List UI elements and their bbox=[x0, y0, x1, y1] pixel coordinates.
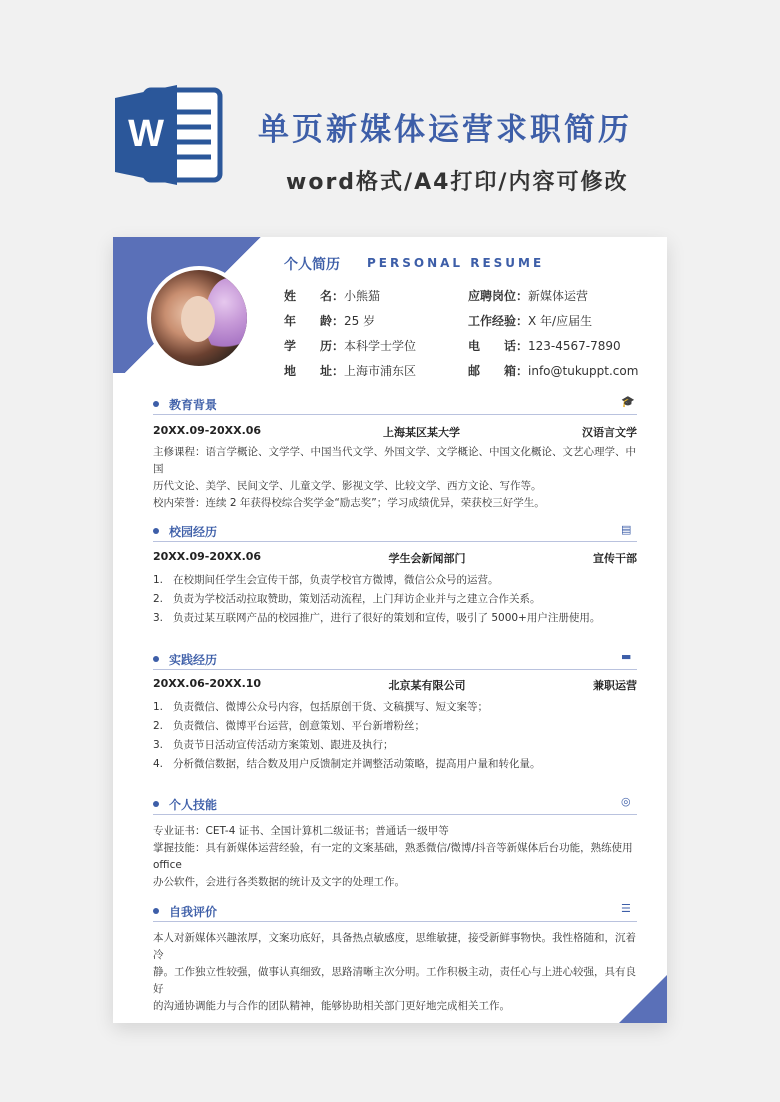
info-experience: 工作经验：X 年/应届生 bbox=[468, 314, 593, 328]
word-icon bbox=[115, 80, 225, 190]
award-icon: ◎ bbox=[621, 795, 631, 808]
section-divider bbox=[153, 814, 637, 815]
list-item: 4. 分析微信数据，结合数及用户反馈制定并调整活动策略，提高用户量和转化量。 bbox=[153, 758, 541, 770]
portrait-face bbox=[181, 296, 215, 342]
section-title-skills: 个人技能 bbox=[169, 798, 218, 812]
list-item: 1. 在校期间任学生会宣传干部，负责学校官方微博，微信公众号的运营。 bbox=[153, 574, 499, 586]
page-title: 单页新媒体运营求职简历 bbox=[258, 112, 632, 148]
section-dot bbox=[153, 528, 159, 534]
info-email[interactable]: 邮 箱：info@tukuppt.com bbox=[468, 364, 639, 378]
resume-title-en: PERSONAL RESUME bbox=[367, 256, 545, 270]
education-text: 主修课程：语言学概论、文学学、中国当代文学、外国文学、文学概论、中国文化概论、文艺心理学、中国 历代文论、美学、民间文学、儿童文学、影视文学、比较文学、西方文论、写作等。 校内荣誉：连续 2 年获得校综合奖学金“励志奖”；学习成绩优异，荣获校三好学生。 bbox=[153, 446, 636, 509]
list-icon: ☰ bbox=[621, 902, 631, 915]
education-header-row: 20XX.09-20XX.06 上海某区某大学 汉语言文学 bbox=[153, 424, 637, 439]
section-divider bbox=[153, 541, 637, 542]
list-item: 3. 负责节日活动宣传活动方案策划、跟进及执行； bbox=[153, 739, 394, 751]
section-title-practice: 实践经历 bbox=[169, 653, 218, 667]
practice-header-row: 20XX.06-20XX.10 北京某有限公司 兼职运营 bbox=[153, 677, 637, 692]
section-dot bbox=[153, 656, 159, 662]
self-eval-text: 本人对新媒体兴趣浓厚，文案功底好，具备热点敏感度，思维敏捷，接受新鲜事物快。我性格随和，沉着冷 静。工作独立性较强，做事认真细致，思路清晰主次分明。工作积极主动，责任心与上进心较强，具有良好 的沟通协调能力与合作的团队精神，能够协助相关部门更好地完成相关工作。 bbox=[153, 932, 636, 1012]
resume-paper bbox=[113, 237, 667, 1023]
resume-title-cn: 个人简历 bbox=[284, 257, 340, 273]
list-item: 2. 负责微信、微博平台运营，创意策划、平台新增粉丝； bbox=[153, 720, 425, 732]
section-divider bbox=[153, 669, 637, 670]
section-divider bbox=[153, 414, 637, 415]
section-dot bbox=[153, 908, 159, 914]
profile-photo bbox=[147, 266, 251, 370]
svg-text:W: W bbox=[128, 113, 164, 155]
info-degree: 学 历：本科学士学位 bbox=[284, 339, 417, 353]
page-subtitle: word格式/A4打印/内容可修改 bbox=[286, 170, 629, 195]
info-phone: 电 话：123-4567-7890 bbox=[468, 339, 621, 353]
skills-text: 专业证书：CET-4 证书、全国计算机二级证书；普通话一级甲等 掌握技能：具有新媒体运营经验，有一定的文案基础，熟悉微信/微博/抖音等新媒体后台功能，熟练使用 office 办公软件，会进行各类数据的统计及文字的处理工作。 bbox=[153, 825, 633, 888]
info-address: 地 址：上海市浦东区 bbox=[284, 364, 417, 378]
page-header bbox=[0, 0, 780, 225]
section-divider bbox=[153, 921, 637, 922]
section-title-campus: 校园经历 bbox=[169, 525, 218, 539]
section-dot bbox=[153, 401, 159, 407]
section-title-self-eval: 自我评价 bbox=[169, 905, 218, 919]
list-item: 1. 负责微信、微博公众号内容，包括原创干货、文稿撰写、短文案等； bbox=[153, 701, 488, 713]
campus-header-row: 20XX.09-20XX.06 学生会新闻部门 宣传干部 bbox=[153, 550, 637, 565]
info-position: 应聘岗位：新媒体运营 bbox=[468, 289, 589, 303]
list-item: 3. 负责过某互联网产品的校园推广，进行了很好的策划和宣传，吸引了 5000+用户注册使用。 bbox=[153, 612, 601, 624]
list-item: 2. 负责为学校活动拉取赞助，策划活动流程，上门拜访企业并与之建立合作关系。 bbox=[153, 593, 541, 605]
book-icon: ▤ bbox=[621, 523, 632, 536]
info-name: 姓 名：小熊猫 bbox=[284, 289, 381, 303]
section-title-education: 教育背景 bbox=[169, 398, 218, 412]
info-age: 年 龄：25 岁 bbox=[284, 314, 376, 328]
briefcase-icon: ▬ bbox=[621, 650, 632, 663]
section-dot bbox=[153, 801, 159, 807]
graduation-cap-icon: 🎓 bbox=[621, 395, 635, 408]
